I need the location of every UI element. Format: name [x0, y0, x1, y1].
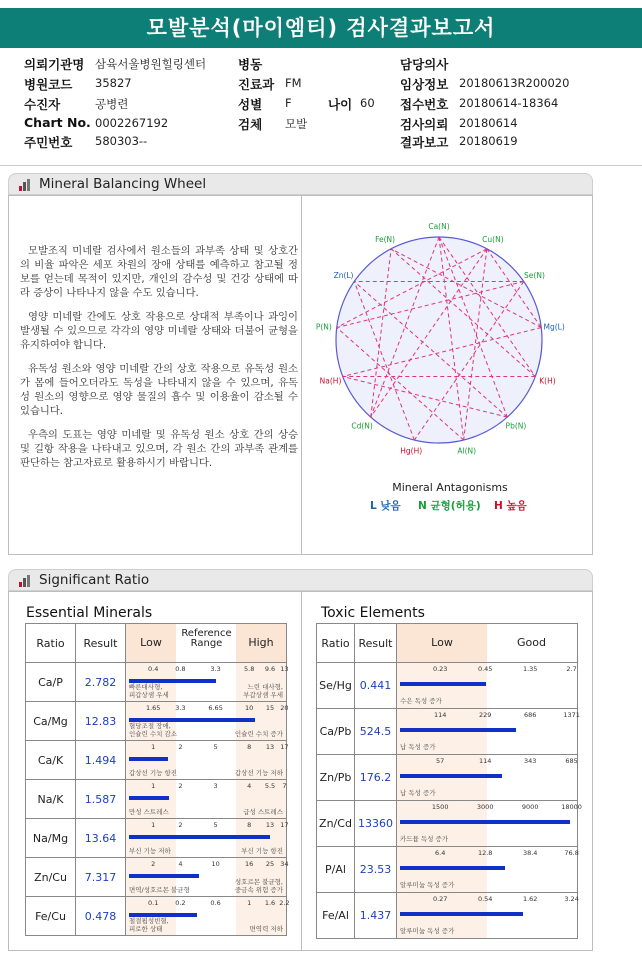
- sig-header-label: Significant Ratio: [39, 572, 150, 588]
- tick-label: 15: [265, 704, 275, 712]
- ratio-name: Zn/Cu: [26, 858, 76, 897]
- note-low: 갑상선 기능 항진: [129, 768, 178, 777]
- wheel-node-label: Cd(N): [351, 421, 373, 431]
- ratio-result: 176.2: [355, 755, 397, 801]
- info-value: 580303--: [95, 134, 148, 148]
- note-high: 급성 스트레스: [243, 807, 283, 816]
- tick-label: 4: [178, 860, 183, 868]
- tick-label: 1.6: [264, 899, 276, 907]
- ratio-name: P/Al: [317, 847, 355, 893]
- wheel-node-label: K(H): [539, 376, 556, 386]
- tick-label: 3.24: [564, 895, 579, 903]
- result-bar: [129, 757, 168, 761]
- essential-title: Essential Minerals: [26, 605, 153, 621]
- legend-normal: N 균형(허용): [418, 500, 481, 512]
- tick-label: 3000: [476, 803, 494, 811]
- tick-label: 0.1: [148, 899, 159, 907]
- ratio-result: 23.53: [355, 847, 397, 893]
- result-bar: [400, 728, 516, 732]
- table-row: [26, 741, 287, 780]
- ratio-name: Ca/K: [26, 741, 76, 780]
- age-value: 60: [360, 96, 375, 110]
- tick-label: 10: [211, 860, 220, 868]
- tick-label: 8: [247, 821, 252, 829]
- tick-label: 5.5: [264, 782, 276, 790]
- ratio-gauge: [126, 702, 287, 741]
- tick-label: 76.8: [564, 849, 579, 857]
- info-label: Chart No.: [24, 115, 91, 130]
- ref-label: Reference Range: [181, 628, 232, 649]
- tick-label: 5: [213, 743, 218, 751]
- tick-label: 0.45: [477, 665, 493, 673]
- tick-label: 3.3: [210, 665, 221, 673]
- info-value: 0002267192: [95, 116, 169, 130]
- age-label: 나이: [328, 97, 353, 112]
- wheel-node-label: Se(N): [524, 271, 545, 281]
- tick-label: 0.4: [148, 665, 159, 673]
- table-row: [317, 847, 578, 893]
- tick-label: 6.4: [435, 849, 446, 857]
- info-label: 진료과: [238, 77, 275, 92]
- wheel-node-label: Mg(L): [543, 322, 565, 332]
- tick-label: 0.2: [175, 899, 186, 907]
- ratio-name: Se/Hg: [317, 663, 355, 709]
- note-high: 느린 대사형, 부갑상샘 우세: [243, 683, 283, 699]
- info-label: 접수번호: [400, 97, 449, 112]
- tick-label: 0.6: [210, 899, 221, 907]
- tick-label: 0.54: [477, 895, 493, 903]
- tick-label: 1.65: [145, 704, 161, 712]
- report-title: 모발분석(마이엠티) 검사결과보고서: [0, 8, 642, 48]
- tick-label: 343: [523, 757, 537, 765]
- table-row: [26, 897, 287, 936]
- ratio-gauge: [397, 801, 582, 847]
- info-value: 모발: [285, 117, 308, 131]
- info-label: 결과보고: [400, 135, 449, 150]
- tick-label: 1.62: [522, 895, 538, 903]
- tick-label: 25: [265, 860, 275, 868]
- ratio-gauge: [397, 709, 578, 755]
- table-row: [26, 780, 287, 819]
- tick-label: 2: [178, 821, 183, 829]
- tick-label: 34: [280, 860, 289, 868]
- tick-label: 4: [247, 782, 252, 790]
- note-low: 납 독성 증가: [400, 788, 436, 797]
- wheel-circle: [333, 237, 542, 443]
- ratio-gauge: [126, 780, 287, 819]
- tick-label: 1371: [563, 711, 580, 719]
- info-label: 수진자: [24, 97, 61, 112]
- col-result: Result: [355, 624, 397, 663]
- result-bar: [129, 835, 270, 839]
- note-low: 수은 독성 증가: [400, 696, 442, 705]
- legend-low: L 낮음: [370, 500, 401, 512]
- tick-label: 5: [213, 821, 218, 829]
- tick-label: 18000: [561, 803, 582, 811]
- info-value: FM: [285, 76, 302, 90]
- ratio-gauge: [126, 819, 287, 858]
- tick-label: 13: [265, 743, 275, 751]
- ratio-result: 13.64: [76, 819, 126, 858]
- ratio-name: Ca/Mg: [26, 702, 76, 741]
- tick-label: 0.27: [432, 895, 448, 903]
- ratio-result: 13360: [355, 801, 397, 847]
- ratio-name: Zn/Pb: [317, 755, 355, 801]
- info-label: 검체: [238, 117, 263, 132]
- info-label: 병원코드: [24, 77, 73, 92]
- tick-label: 1: [151, 782, 156, 790]
- info-value: 공병련: [95, 97, 129, 111]
- note-low: 카드뮴 독성 증가: [400, 834, 449, 843]
- info-value: 20180614-18364: [459, 96, 559, 110]
- mbw-description: [20, 244, 298, 480]
- note-low: 빠른대사형, 피갑상샘 우세: [129, 683, 169, 699]
- tick-label: 2: [178, 782, 183, 790]
- table-row: [317, 893, 578, 939]
- info-label: 의뢰기관명: [24, 57, 85, 72]
- tick-label: 8: [247, 743, 252, 751]
- result-bar: [400, 682, 486, 686]
- tick-label: 20: [280, 704, 289, 712]
- tick-label: 13: [265, 821, 275, 829]
- wheel-node-label: Pb(N): [505, 421, 527, 431]
- info-value: 20180614: [459, 116, 518, 130]
- tick-label: 6.65: [208, 704, 223, 712]
- tick-label: 0.8: [175, 665, 186, 673]
- mbw-header-label: Mineral Balancing Wheel: [39, 176, 207, 192]
- note-low: 철결핍성빈혈, 피로한 상태: [129, 917, 169, 933]
- info-label: 담당의사: [400, 57, 449, 72]
- result-bar: [400, 912, 523, 916]
- table-row: [317, 755, 578, 801]
- tick-label: 2: [178, 743, 183, 751]
- wheel-node-label: P(N): [315, 322, 332, 332]
- low-label: Low: [140, 636, 162, 649]
- col-result: Result: [76, 624, 126, 663]
- info-value: 35827: [95, 76, 132, 90]
- result-bar: [129, 796, 169, 800]
- info-label: 검사의뢰: [400, 117, 449, 132]
- tick-label: 2: [151, 860, 156, 868]
- wheel-node-label: Na(H): [319, 376, 342, 386]
- wheel-title: Mineral Antagonisms: [392, 481, 508, 494]
- note-low: 알루미늄 독성 증가: [400, 926, 455, 935]
- mbw-paragraph: 유독성 원소와 영양 미네랄 간의 상호 작용으로 유독성 원소가 몸에 들어오더라도 독성을 나타내지 않을 수 있으며, 유독성 원소의 영향으로 영양 물질의 흡수 및 이용율이 감소될 수 있습니다.: [20, 363, 298, 417]
- table-row: [317, 709, 578, 755]
- patient-info: [0, 52, 642, 164]
- tick-label: 114: [433, 711, 447, 719]
- ratio-result: 1.494: [76, 741, 126, 780]
- tick-label: 1500: [431, 803, 449, 811]
- tick-label: 17: [280, 743, 289, 751]
- mbw-divider: [301, 195, 302, 555]
- ratio-name: Ca/P: [26, 663, 76, 702]
- result-bar: [400, 866, 505, 870]
- divider: [0, 165, 642, 166]
- col-ratio: Ratio: [317, 624, 355, 663]
- info-value: 20180613R200020: [459, 76, 570, 90]
- tick-label: 686: [523, 711, 537, 719]
- mbw-paragraph: 영양 미네랄 간에도 상호 작용으로 상대적 부족이나 과잉이 발생될 수 있으므로 각각의 영양 미네랄 상태와 더불어 균형을 유지하여야 합니다.: [20, 311, 298, 351]
- tick-label: 13: [280, 665, 289, 673]
- tick-label: 38.4: [522, 849, 538, 857]
- tick-label: 16: [245, 860, 254, 868]
- ratio-name: Zn/Cd: [317, 801, 355, 847]
- result-bar: [400, 774, 502, 778]
- ratio-gauge: [397, 847, 578, 893]
- wheel-node-label: Cu(N): [482, 235, 504, 245]
- wheel-node-label: Hg(H): [400, 446, 423, 456]
- ratio-name: Na/Mg: [26, 819, 76, 858]
- tick-label: 3: [213, 782, 218, 790]
- note-low: 부신 기능 저하: [129, 846, 171, 855]
- table-row: [26, 702, 287, 741]
- low-label: Low: [431, 636, 453, 649]
- ratio-name: Na/K: [26, 780, 76, 819]
- ratio-result: 2.782: [76, 663, 126, 702]
- mbw-paragraph: 모발조직 미네랄 검사에서 원소들의 과부족 상태 및 상호간의 비율 파악은 세포 차원의 장애 상태를 예측하고 참고될 정보를 얻는데 목적이 있지만, 개인의 감수성 및 건강 상태에 따라 증상이 나타나지 않을 수도 있습니다.: [20, 245, 298, 299]
- table-row: [26, 663, 287, 702]
- ratio-result: 0.478: [76, 897, 126, 936]
- info-label: 병동: [238, 57, 263, 72]
- essential-minerals-table: [25, 623, 290, 936]
- toxic-title: Toxic Elements: [321, 605, 425, 621]
- note-low: 납 독성 증가: [400, 742, 436, 751]
- ratio-result: 0.441: [355, 663, 397, 709]
- result-bar: [400, 820, 570, 824]
- ratio-result: 1.587: [76, 780, 126, 819]
- col-range: [126, 624, 287, 663]
- bar-chart-icon: [19, 179, 33, 191]
- tick-label: 10: [245, 704, 254, 712]
- ratio-result: 524.5: [355, 709, 397, 755]
- toxic-elements-table: [316, 623, 582, 939]
- ratio-gauge: [397, 755, 578, 801]
- good-label: Good: [517, 636, 546, 649]
- wheel-node-label: Al(N): [457, 446, 477, 456]
- info-value: 20180619: [459, 134, 518, 148]
- tick-label: 7: [282, 782, 287, 790]
- col-range: [397, 624, 578, 663]
- note-high: 성호르몬 불균형, 중금속 위험 증가: [234, 878, 283, 894]
- info-value: 삼육서울병원힐링센터: [95, 57, 207, 71]
- table-row: [317, 663, 578, 709]
- ratio-result: 7.317: [76, 858, 126, 897]
- wheel-node-label: Ca(N): [428, 222, 450, 231]
- mbw-section-header: [8, 173, 593, 195]
- note-high: 부신 기능 항진: [241, 846, 283, 855]
- ratio-name: Fe/Cu: [26, 897, 76, 936]
- ratio-gauge: [397, 893, 578, 939]
- legend-high: H 높음: [494, 500, 527, 512]
- tick-label: 9000: [521, 803, 539, 811]
- info-value: F: [285, 96, 292, 110]
- info-label: 성별: [238, 97, 263, 112]
- table-row: [317, 801, 578, 847]
- result-bar: [129, 874, 199, 878]
- tick-label: 12.8: [477, 849, 493, 857]
- tick-label: 2.2: [279, 899, 290, 907]
- col-ratio: Ratio: [26, 624, 76, 663]
- ratio-gauge: [126, 663, 287, 702]
- note-high: 면역력 저하: [249, 924, 283, 933]
- tick-label: 1: [247, 899, 252, 907]
- ratio-name: Ca/Pb: [317, 709, 355, 755]
- note-low: 만성 스트레스: [129, 807, 169, 816]
- table-row: [26, 858, 287, 897]
- tick-label: 1.35: [522, 665, 538, 673]
- tick-label: 229: [478, 711, 492, 719]
- wheel-node-label: Zn(L): [333, 271, 354, 281]
- sig-divider: [301, 591, 302, 951]
- ratio-name: Fe/Al: [317, 893, 355, 939]
- sig-section-header: [8, 569, 593, 591]
- ratio-gauge: [126, 741, 287, 780]
- tick-label: 1: [151, 821, 156, 829]
- tick-label: 5.8: [244, 665, 255, 673]
- tick-label: 57: [436, 757, 445, 765]
- ratio-result: 1.437: [355, 893, 397, 939]
- tick-label: 0.23: [432, 665, 448, 673]
- tick-label: 2.7: [566, 665, 577, 673]
- tick-label: 114: [478, 757, 492, 765]
- tick-label: 17: [280, 821, 289, 829]
- ratio-gauge: [126, 897, 290, 936]
- bar-chart-icon: [19, 575, 33, 587]
- tick-label: 9.6: [264, 665, 276, 673]
- ratio-gauge: [397, 663, 578, 709]
- table-row: [26, 819, 287, 858]
- ratio-gauge: [126, 858, 287, 897]
- high-label: High: [248, 636, 274, 649]
- note-low: 면역/성호르몬 불균형: [129, 885, 190, 894]
- note-high: 인슐린 수치 증가: [234, 729, 283, 738]
- info-label: 임상정보: [400, 77, 449, 92]
- mbw-paragraph: 우측의 도표는 영양 미네랄 및 유독성 원소 상호 간의 상승 및 길항 작용을 나타내고 있으며, 각 원소 간의 과부족 관계를 판단하는 참고자료로 활용하시기 바랍니다.: [20, 429, 298, 469]
- ratio-result: 12.83: [76, 702, 126, 741]
- note-low: 혈당조절 장애, 인슐린 수치 감소: [129, 722, 178, 738]
- tick-label: 685: [565, 757, 578, 765]
- info-label: 주민번호: [24, 135, 73, 150]
- note-low: 알루미늄 독성 증가: [400, 880, 455, 889]
- note-high: 갑상선 기능 저하: [234, 768, 283, 777]
- tick-label: 1: [151, 743, 156, 751]
- tick-label: 3.3: [175, 704, 186, 712]
- wheel-node-label: Fe(N): [375, 235, 396, 245]
